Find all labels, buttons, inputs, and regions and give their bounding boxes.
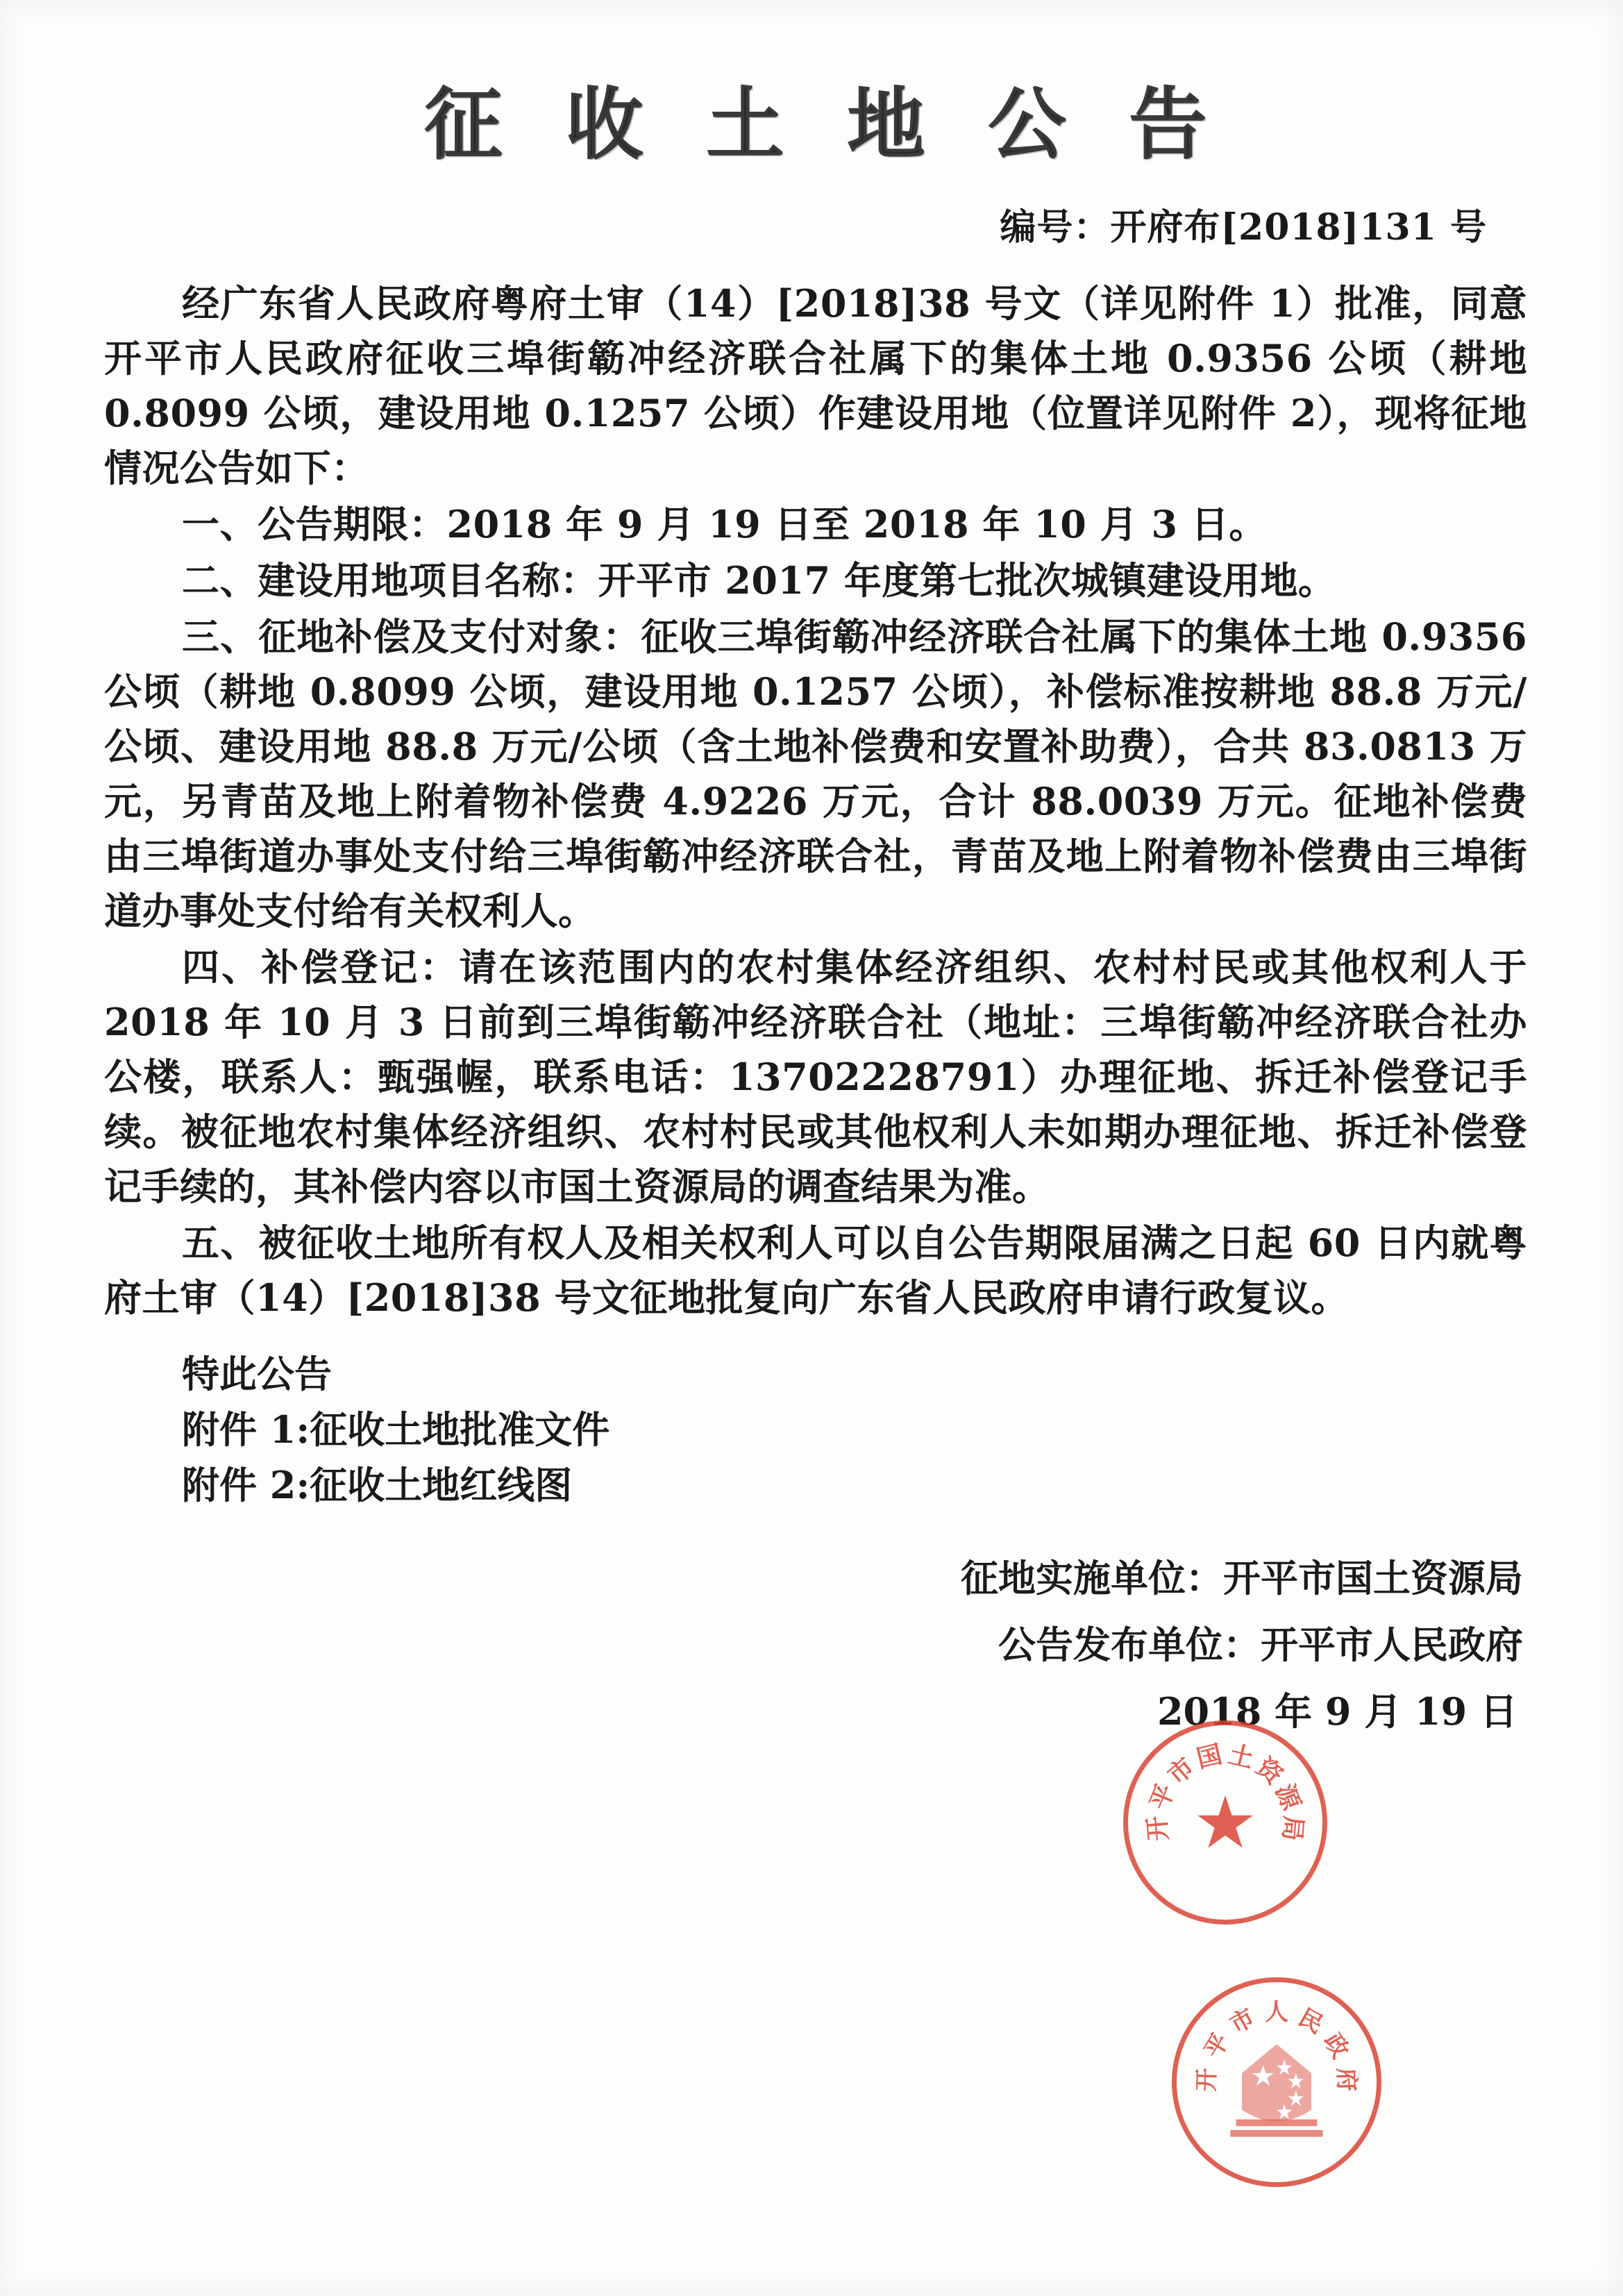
closing-block [104,1346,1527,1513]
document-body [104,276,1527,1325]
signature-block [104,1545,1527,1745]
intro-paragraph: 经广东省人民政府粤府土审（14）[2018]38 号文（详见附件 1）批准，同意开平市人民政府征收三埠街簕冲经济联合社属下的集体土地 0.9356 公顷（耕地 0.8099 公顷，建设用地 0.1257 公顷）作建设用地（位置详见附件 2），现将征地情况公告如下： [104,281,1527,491]
seal-land-resources-bureau [1123,1720,1327,1925]
closing-notice: 特此公告 [182,1352,332,1397]
issue-date: 2018 年 9 月 19 日 [1157,1689,1517,1734]
seal-star-icon: ★ [1193,1780,1258,1865]
article-item-4: 四、补偿登记：请在该范围内的农村集体经济组织、农村村民或其他权利人于 2018 年 10 月 3 日前到三埠街簕冲经济联合社（地址：三埠街簕冲经济联合社办公楼，联系人：甄强幄，联系电话：13702228791）办理征地、拆迁补偿登记手续。被征地农村集体经济组织、农村村民或其他权利人未如期办理征地、拆迁补偿登记手续的，其补偿内容以市国土资源局的调查结果为准。 [104,945,1527,1209]
document-number: 编号：开府布[2018]131 号 [1000,206,1487,249]
document-content [104,0,1527,1745]
national-emblem-icon [1218,2038,1335,2143]
seal-municipal-government [1172,1977,1381,2187]
seal-ring-text-gov: 开 平 市 人 民 政 府 [1192,1998,1361,2093]
issuing-unit: 公告发布单位：开平市人民政府 [998,1623,1523,1668]
seal-ring-text-land: 开 平 市 国 土 资 源 局 [1142,1739,1309,1843]
article-item-3: 三、征地补偿及支付对象：征收三埠街簕冲经济联合社属下的集体土地 0.9356 公顷（耕地 0.8099 公顷，建设用地 0.1257 公顷），补偿标准按耕地 88.8 万元/公顷、建设用地 88.8 万元/公顷（含土地补偿费和安置补助费），合共 83.0813 万元，另青苗及地上附着物补偿费 4.9226 万元，合计 88.0039 万元。征地补偿费由三埠街道办事处支付给三埠街簕冲经济联合社，青苗及地上附着物补偿费由三埠街道办事处支付给有关权利人。 [104,614,1527,934]
article-item-1: 一、公告期限：2018 年 9 月 19 日至 2018 年 10 月 3 日。 [182,502,1267,547]
attachment-1: 附件 1:征收土地批准文件 [182,1407,610,1452]
article-item-2: 二、建设用地项目名称：开平市 2017 年度第七批次城镇建设用地。 [182,558,1336,603]
implementing-unit: 征地实施单位：开平市国土资源局 [961,1556,1523,1601]
article-item-5: 五、被征收土地所有权人及相关权利人可以自公告期限届满之日起 60 日内就粤府土审（14）[2018]38 号文征地批复向广东省人民政府申请行政复议。 [104,1221,1527,1321]
attachment-2: 附件 2:征收土地红线图 [182,1463,573,1508]
page-title: 征 收 土 地 公 告 [424,79,1225,170]
